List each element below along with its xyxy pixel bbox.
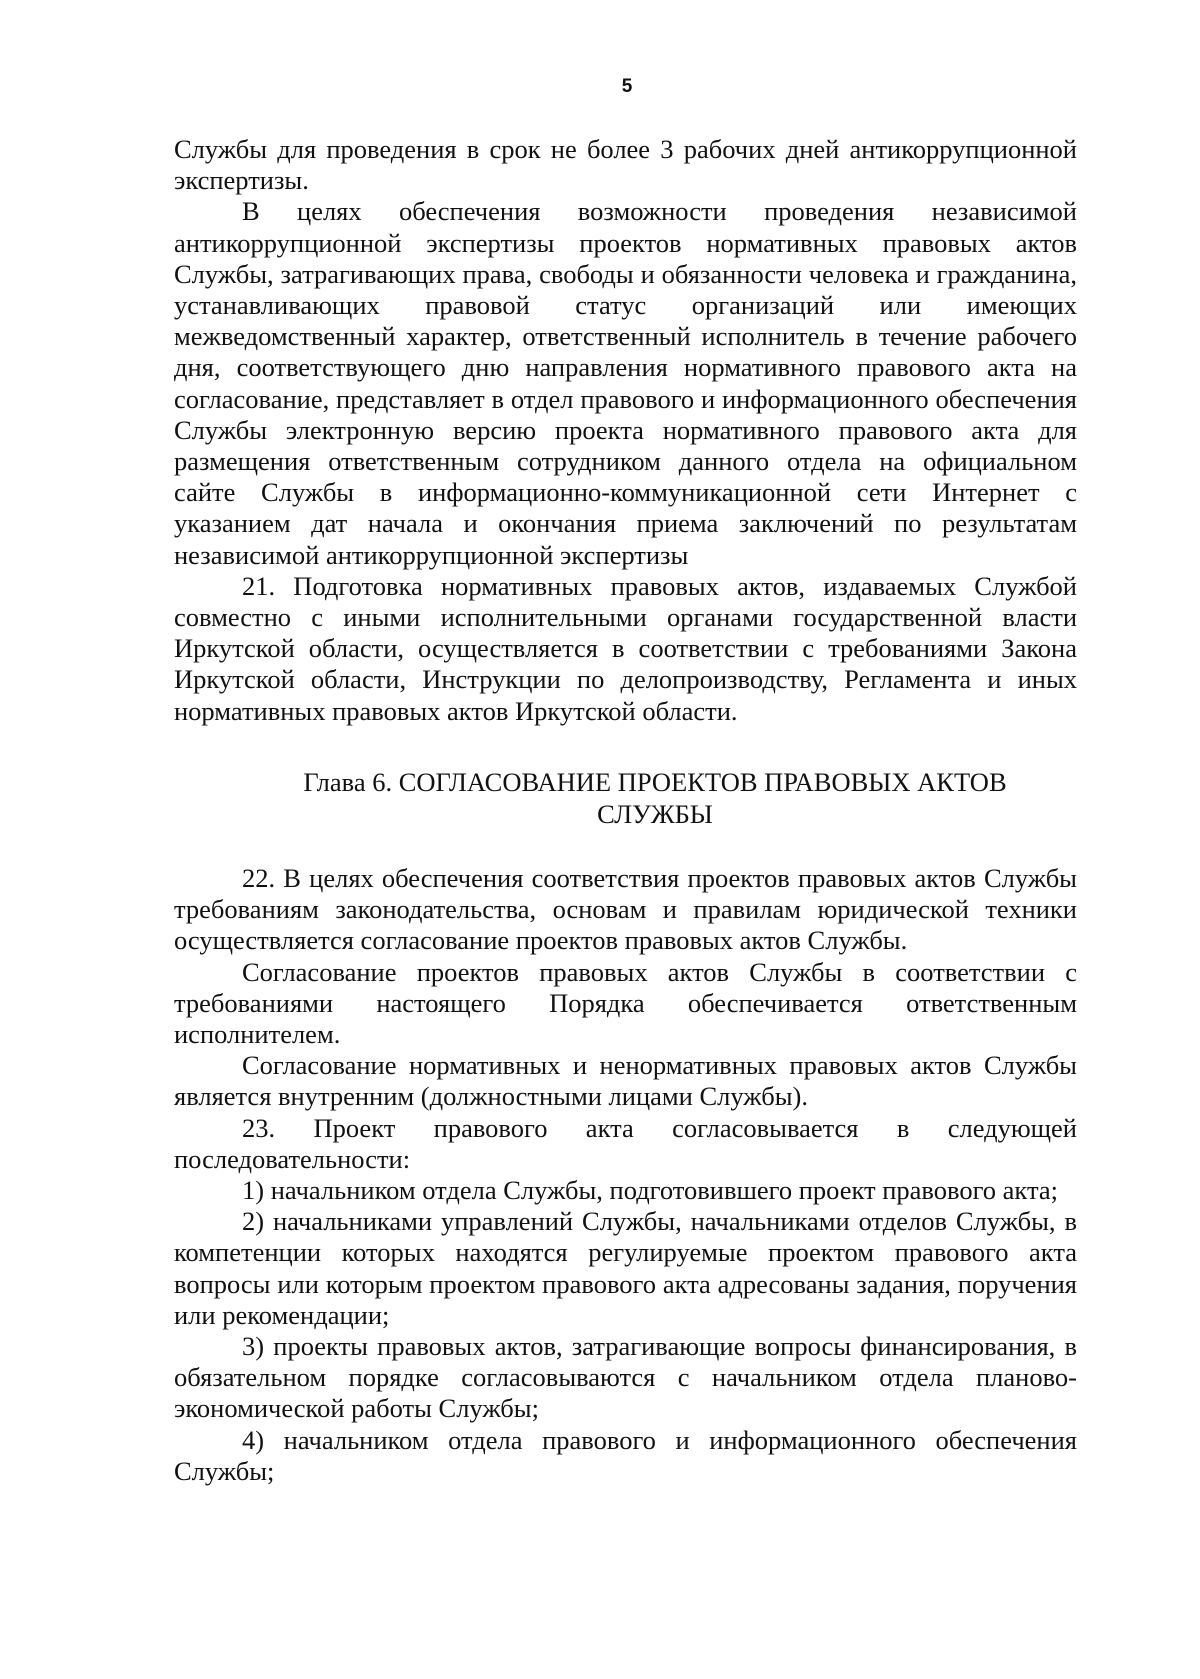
list-item-2: 2) начальниками управлений Службы, начальниками отделов Службы, в компетенции которых находятся регулируемые проектом правового акта вопросы или которым проектом правового акта адресованы задания, поручения или рекомендации; [174, 1206, 1077, 1330]
paragraph-approval-internal: Согласование нормативных и ненормативных правовых актов Службы является внутренним (должностными лицами Службы). [174, 1050, 1077, 1112]
paragraph-21: 21. Подготовка нормативных правовых актов, издаваемых Службой совместно с иными исполнительными органами государственной власти Иркутской области, осуществляется в соответствии с требованиями Закона Иркутской области, Инструкции по делопроизводству, Регламента и иных нормативных правовых актов Иркутской области. [174, 570, 1077, 726]
paragraph-23: 23. Проект правового акта согласовывается в следующей последовательности: [174, 1112, 1077, 1174]
chapter-title-line-2: СЛУЖБЫ [597, 799, 713, 829]
section-text-2 [174, 863, 1077, 1487]
section-text-1 [174, 134, 1077, 727]
paragraph-independent-expertise: В целях обеспечения возможности проведения независимой антикоррупционной экспертизы проектов нормативных правовых актов Службы, затрагивающих права, свободы и обязанности человека и гражданина, устанавливающих правовой статус организаций или имеющих межведомственный характер, ответственный исполнитель в течение рабочего дня, соответствующего дню направления нормативного правового акта на согласование, представляет в отдел правового и информационного обеспечения Службы электронную версию проекта нормативного правового акта для размещения ответственным сотрудником данного отдела на официальном сайте Службы в информационно-коммуникационной сети Интернет с указанием дат начала и окончания приема заключений по результатам независимой антикоррупционной экспертизы [174, 196, 1077, 570]
chapter-title-line-1: Глава 6. СОГЛАСОВАНИЕ ПРОЕКТОВ ПРАВОВЫХ АКТОВ [303, 767, 1007, 797]
list-item-4: 4) начальником отдела правового и информационного обеспечения Службы; [174, 1424, 1077, 1486]
paragraph-continuation: Службы для проведения в срок не более 3 рабочих дней антикоррупционной экспертизы. [174, 134, 1077, 196]
list-item-3: 3) проекты правовых актов, затрагивающие вопросы финансирования, в обязательном порядке согласовываются с начальником отдела планово-экономической работы Службы; [174, 1331, 1077, 1424]
page-number: 5 [621, 76, 633, 97]
list-item-1: 1) начальником отдела Службы, подготовившего проект правового акта; [242, 1175, 1058, 1206]
chapter-heading [260, 766, 1050, 830]
paragraph-approval-responsible: Согласование проектов правовых актов Службы в соответствии с требованиями настоящего Порядка обеспечивается ответственным исполнителем. [174, 956, 1077, 1050]
paragraph-22: 22. В целях обеспечения соответствия проектов правовых актов Службы требованиям законодательства, основам и правилам юридической техники осуществляется согласование проектов правовых актов Службы. [174, 863, 1077, 956]
